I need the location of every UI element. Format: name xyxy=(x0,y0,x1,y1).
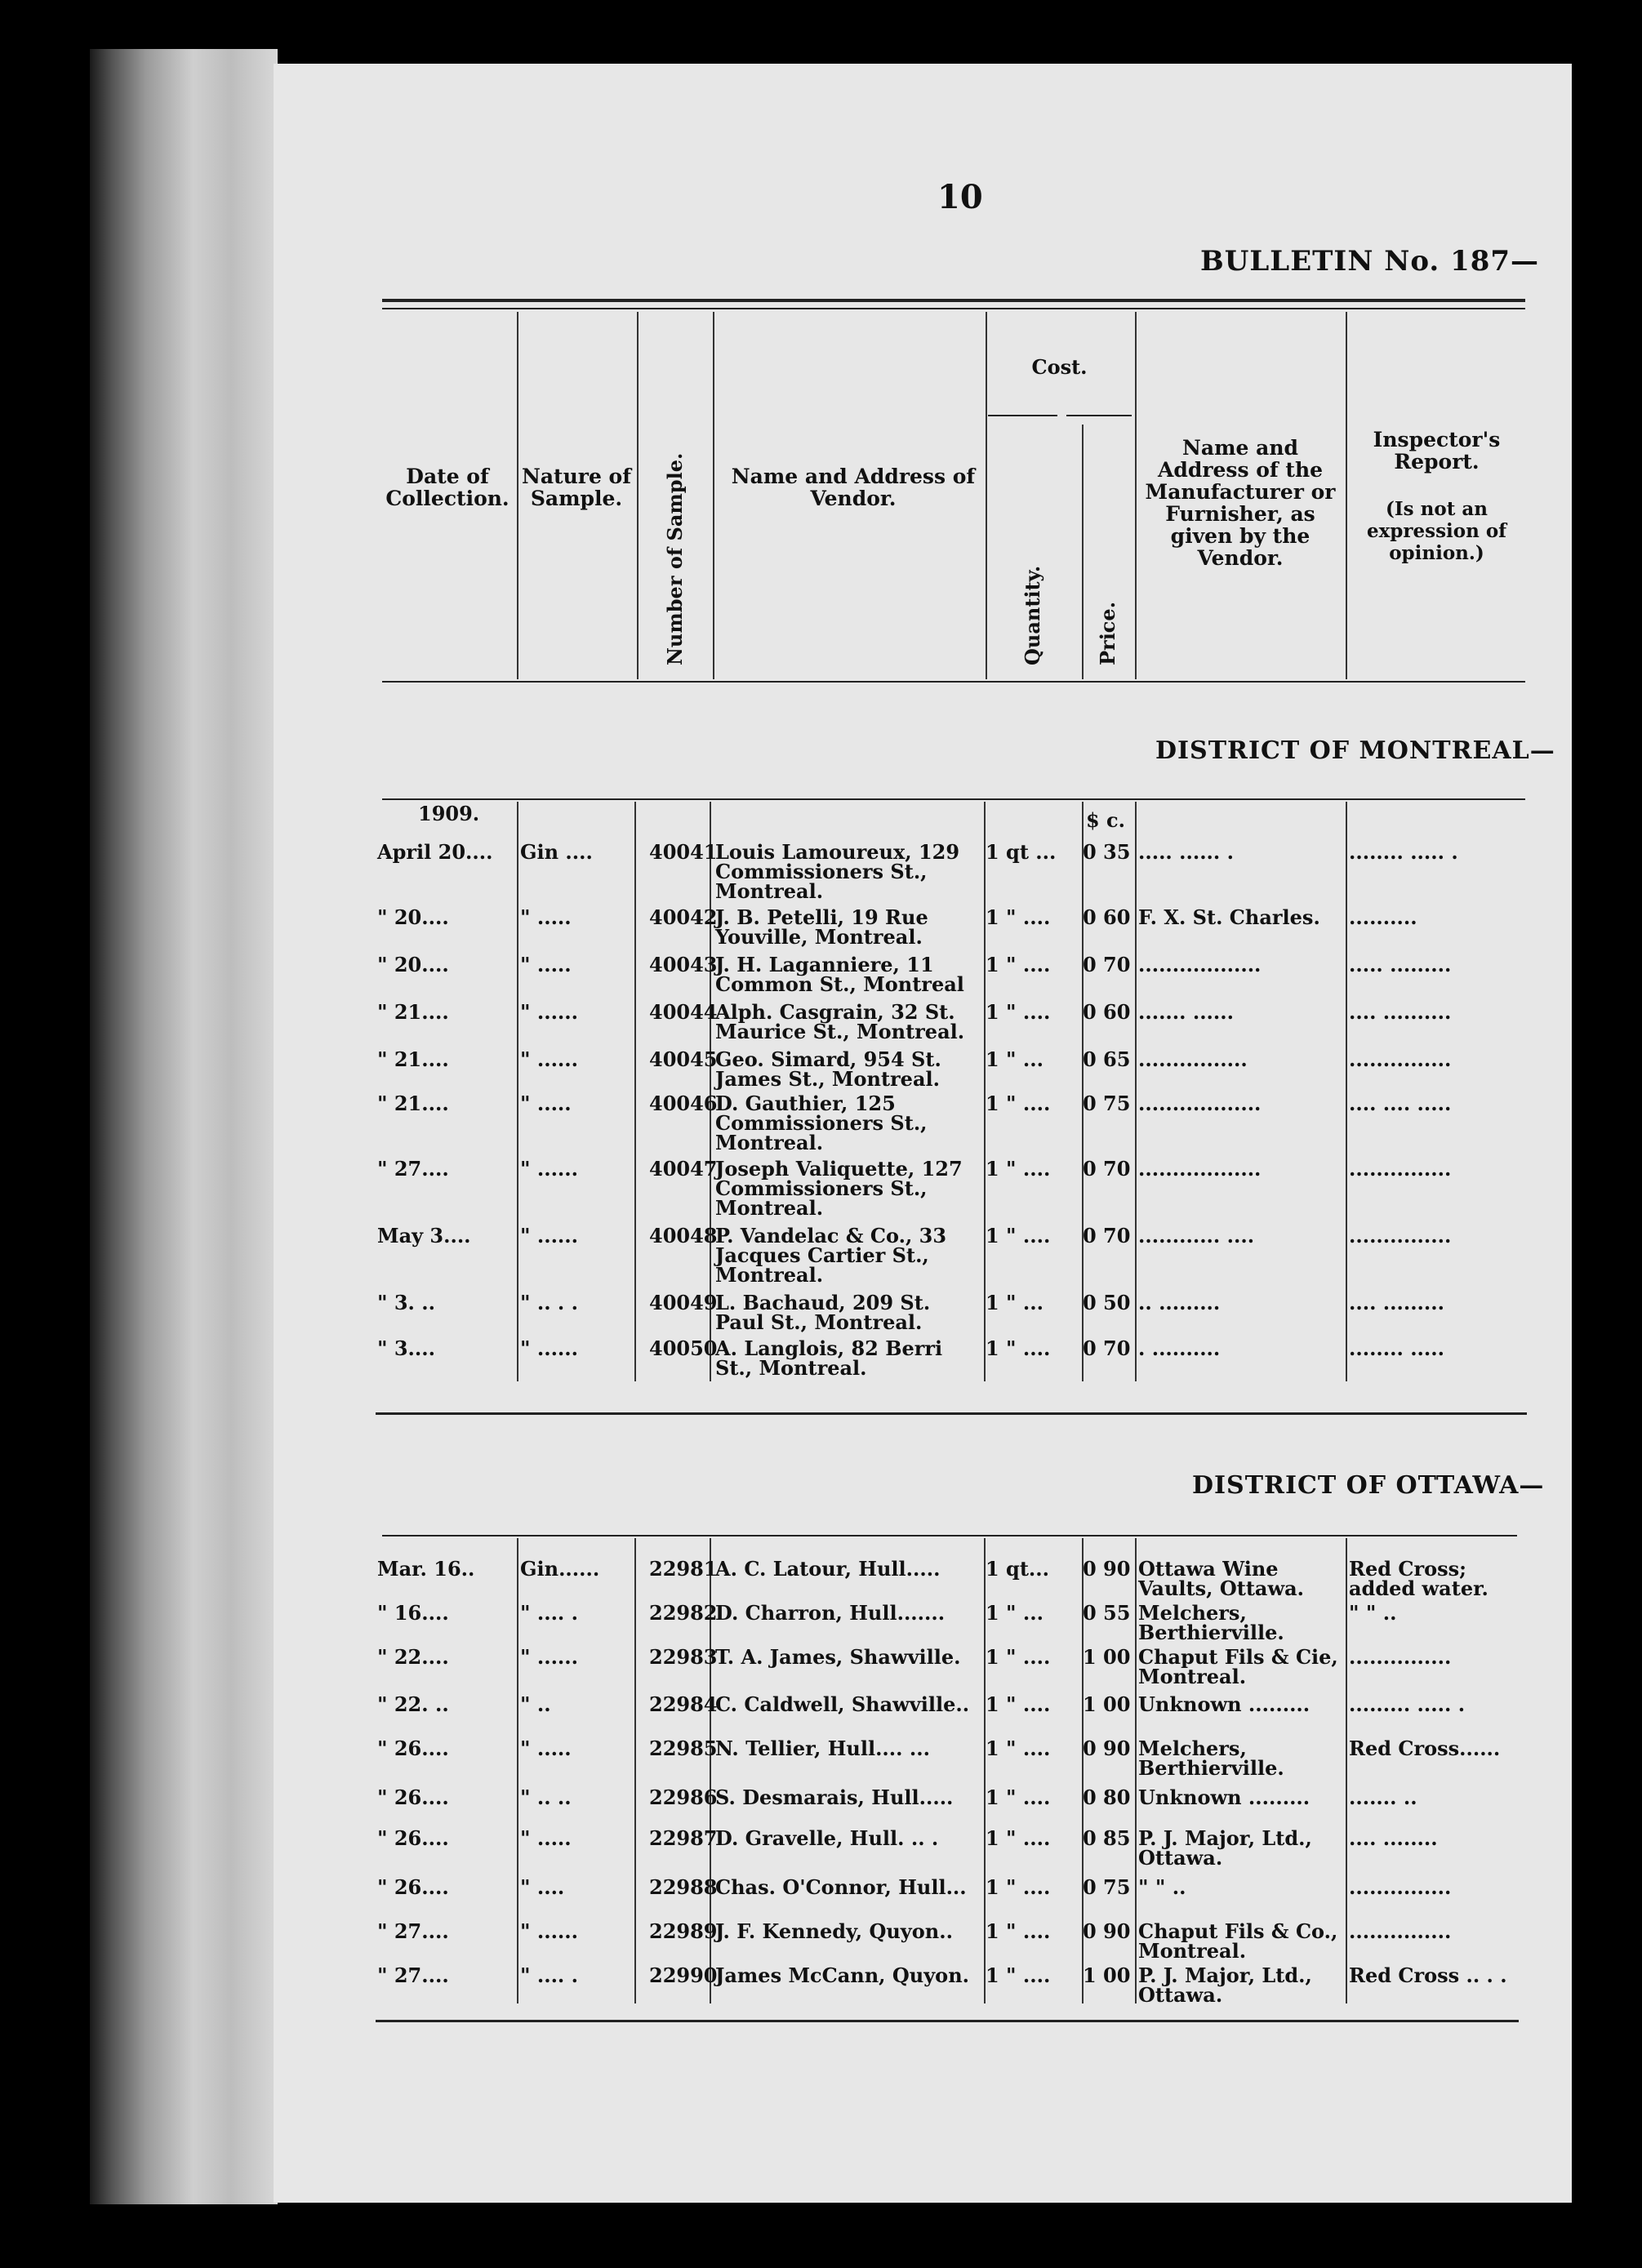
header-report-title: Inspector's Report. xyxy=(1373,428,1501,474)
cell-vendor: A. Langlois, 82 Berri St., Montreal. xyxy=(715,1336,943,1380)
cell-nature: " ...... xyxy=(520,1047,578,1071)
cell-date: " 27.... xyxy=(377,1157,449,1181)
book-binding-edge xyxy=(90,49,278,2204)
cell-price: 0 90 xyxy=(1083,1919,1131,1943)
cell-nature: " ...... xyxy=(520,1336,578,1360)
cell-vendor: Alph. Casgrain, 32 St. Maurice St., Montreal. xyxy=(715,1000,965,1043)
cell-number: 40042 xyxy=(649,905,718,929)
cell-qty: 1 " .... xyxy=(986,1692,1051,1716)
col-divider xyxy=(1082,425,1084,679)
montreal-title: DISTRICT OF MONTREAL— xyxy=(1155,736,1555,765)
cell-number: 22989 xyxy=(649,1919,718,1943)
col-divider xyxy=(986,312,987,679)
cell-mfr: ..... ...... . xyxy=(1138,840,1234,864)
cell-mfr: Chaput Fils & Cie, Montreal. xyxy=(1138,1645,1338,1688)
cell-date: April 20.... xyxy=(377,840,493,864)
cell-date: " 27.... xyxy=(377,1963,449,1987)
cell-report: .... .... ..... xyxy=(1349,1092,1452,1115)
cell-price: 0 60 xyxy=(1083,905,1131,929)
cell-number: 22981 xyxy=(649,1557,718,1581)
cell-nature: Gin .... xyxy=(520,840,593,864)
cell-vendor: T. A. James, Shawville. xyxy=(715,1645,961,1669)
cost-rule-right xyxy=(1066,415,1132,416)
cell-nature: " .... xyxy=(520,1875,565,1899)
running-head: BULLETIN No. 187— xyxy=(1200,245,1540,278)
cell-vendor: A. C. Latour, Hull..... xyxy=(715,1557,941,1581)
cell-qty: 1 " .... xyxy=(986,1826,1051,1850)
cell-nature: " .... . xyxy=(520,1601,578,1625)
cell-number: 40046 xyxy=(649,1092,718,1115)
cell-qty: 1 " ... xyxy=(986,1601,1043,1625)
cell-number: 22983 xyxy=(649,1645,718,1669)
cell-vendor: C. Caldwell, Shawville.. xyxy=(715,1692,970,1716)
cell-mfr: .. ......... xyxy=(1138,1291,1221,1314)
cell-report: ............... xyxy=(1349,1157,1452,1181)
cell-qty: 1 qt ... xyxy=(986,840,1057,864)
cell-vendor: Louis Lamoureux, 129 Commissioners St., Montreal. xyxy=(715,840,960,903)
cell-report: ............... xyxy=(1349,1919,1452,1943)
header-report-note: (Is not an expression of opinion.) xyxy=(1366,498,1507,564)
ottawa-title: DISTRICT OF OTTAWA— xyxy=(1192,1471,1545,1500)
cell-number: 22987 xyxy=(649,1826,718,1850)
cell-mfr: Unknown ......... xyxy=(1138,1692,1310,1716)
cell-qty: 1 " .... xyxy=(986,1000,1051,1024)
header-price: Price. xyxy=(1096,601,1119,665)
cell-price: 0 65 xyxy=(1083,1047,1131,1071)
cell-nature: " ...... xyxy=(520,1919,578,1943)
cell-qty: 1 " .... xyxy=(986,1645,1051,1669)
col-divider xyxy=(1135,312,1137,679)
ottawa-bottom-rule xyxy=(376,2020,1519,2022)
col-divider xyxy=(1135,802,1137,1381)
cell-qty: 1 " .... xyxy=(986,1336,1051,1360)
cell-report: .... ........ xyxy=(1349,1826,1438,1850)
cell-report: ......... ..... . xyxy=(1349,1692,1466,1716)
cell-qty: 1 " .... xyxy=(986,1919,1051,1943)
cell-nature: " ...... xyxy=(520,1645,578,1669)
cell-vendor: Joseph Valiquette, 127 Commissioners St., Montreal. xyxy=(715,1157,963,1220)
page-number: 10 xyxy=(937,178,983,216)
cell-mfr: ....... ...... xyxy=(1138,1000,1234,1024)
cell-price: 0 60 xyxy=(1083,1000,1131,1024)
cell-vendor: D. Gravelle, Hull. .. . xyxy=(715,1826,939,1850)
col-divider xyxy=(637,312,639,679)
cell-mfr: Melchers, Berthierville. xyxy=(1138,1601,1284,1644)
cell-report: ........ ..... . xyxy=(1349,840,1458,864)
cell-price: 0 70 xyxy=(1083,1336,1131,1360)
cell-price: 0 70 xyxy=(1083,1224,1131,1247)
cell-date: " 26.... xyxy=(377,1737,449,1760)
cell-date: " 3. .. xyxy=(377,1291,435,1314)
cell-nature: " ..... xyxy=(520,1092,572,1115)
cell-mfr: ................ xyxy=(1138,1047,1248,1071)
cell-nature: " .. xyxy=(520,1692,551,1716)
cell-mfr: Melchers, Berthierville. xyxy=(1138,1737,1284,1780)
cell-mfr: Chaput Fils & Co., Montreal. xyxy=(1138,1919,1338,1963)
cell-qty: 1 " .... xyxy=(986,1157,1051,1181)
cell-price: 0 75 xyxy=(1083,1092,1131,1115)
cell-mfr: " " .. xyxy=(1138,1875,1186,1899)
cell-number: 22986 xyxy=(649,1785,718,1809)
cell-number: 40049 xyxy=(649,1291,718,1314)
cell-qty: 1 " .... xyxy=(986,1092,1051,1115)
cell-number: 40041 xyxy=(649,840,718,864)
cell-qty: 1 " .... xyxy=(986,1875,1051,1899)
cell-report: .......... xyxy=(1349,905,1417,929)
col-divider xyxy=(1346,802,1347,1381)
header-nature: Nature of Sample. xyxy=(522,465,631,510)
cell-nature: " ..... xyxy=(520,953,572,976)
cell-mfr: P. J. Major, Ltd., Ottawa. xyxy=(1138,1826,1312,1870)
col-divider xyxy=(517,1538,518,2003)
cell-nature: " .. .. xyxy=(520,1785,572,1809)
col-divider xyxy=(634,1538,636,2003)
cell-qty: 1 " .... xyxy=(986,905,1051,929)
header-number: Number of Sample. xyxy=(663,452,687,665)
cell-price: 1 00 xyxy=(1083,1645,1131,1669)
cell-price: 0 50 xyxy=(1083,1291,1131,1314)
cell-vendor: J. F. Kennedy, Quyon.. xyxy=(715,1919,953,1943)
cell-price: 1 00 xyxy=(1083,1963,1131,1987)
cell-report: .... .......... xyxy=(1349,1000,1452,1024)
col-divider xyxy=(1346,312,1347,679)
cell-date: " 26.... xyxy=(377,1875,449,1899)
cell-number: 40047 xyxy=(649,1157,718,1181)
header-quantity: Quantity. xyxy=(1021,565,1044,665)
montreal-top-rule xyxy=(382,798,1525,800)
cell-qty: 1 qt... xyxy=(986,1557,1049,1581)
cell-mfr: Unknown ......... xyxy=(1138,1785,1310,1809)
col-divider xyxy=(517,312,518,679)
cell-vendor: D. Gauthier, 125 Commissioners St., Montreal. xyxy=(715,1092,928,1154)
col-divider xyxy=(713,312,714,679)
cell-price: 0 75 xyxy=(1083,1875,1131,1899)
cell-number: 40044 xyxy=(649,1000,718,1024)
cell-vendor: N. Tellier, Hull.... ... xyxy=(715,1737,930,1760)
cell-price: 0 90 xyxy=(1083,1737,1131,1760)
cell-qty: 1 " ... xyxy=(986,1047,1043,1071)
cell-vendor: Chas. O'Connor, Hull... xyxy=(715,1875,967,1899)
cell-number: 40045 xyxy=(649,1047,718,1071)
header-bottom-rule xyxy=(382,681,1525,683)
cell-mfr: .................. xyxy=(1138,1157,1262,1181)
cell-mfr: .................. xyxy=(1138,1092,1262,1115)
cell-nature: " ..... xyxy=(520,905,572,929)
cell-report: Red Cross...... xyxy=(1349,1737,1501,1760)
cell-report: ........ ..... xyxy=(1349,1336,1444,1360)
cell-price: 0 70 xyxy=(1083,1157,1131,1181)
cell-number: 40048 xyxy=(649,1224,718,1247)
header-vendor: Name and Address of Vendor. xyxy=(731,465,976,510)
cell-report: " " .. xyxy=(1349,1601,1397,1625)
cell-qty: 1 " .... xyxy=(986,1963,1051,1987)
cell-qty: 1 " .... xyxy=(986,1224,1051,1247)
cell-mfr: Ottawa Wine Vaults, Ottawa. xyxy=(1138,1557,1305,1600)
cell-price: 0 55 xyxy=(1083,1601,1131,1625)
cell-mfr: F. X. St. Charles. xyxy=(1138,905,1320,929)
cell-qty: 1 " .... xyxy=(986,1785,1051,1809)
cell-report: Red Cross .. . . xyxy=(1349,1963,1507,1987)
cell-date: " 27.... xyxy=(377,1919,449,1943)
cell-date: " 20.... xyxy=(377,905,449,929)
cell-nature: " ..... xyxy=(520,1826,572,1850)
cell-vendor: James McCann, Quyon. xyxy=(715,1963,969,1987)
montreal-currency: $ c. xyxy=(1086,808,1126,832)
cost-rule-left xyxy=(988,415,1057,416)
cell-nature: " ..... xyxy=(520,1737,572,1760)
cell-qty: 1 " .... xyxy=(986,953,1051,976)
cell-nature: " ...... xyxy=(520,1000,578,1024)
col-divider xyxy=(1135,1538,1137,2003)
cell-vendor: Geo. Simard, 954 St. James St., Montreal. xyxy=(715,1047,941,1091)
cell-report: ....... .. xyxy=(1349,1785,1417,1809)
col-divider xyxy=(634,802,636,1381)
cell-nature: " ...... xyxy=(520,1224,578,1247)
cell-vendor: L. Bachaud, 209 St. Paul St., Montreal. xyxy=(715,1291,931,1334)
col-divider xyxy=(1346,1538,1347,2003)
cell-vendor: D. Charron, Hull....... xyxy=(715,1601,946,1625)
header-top-rule-2 xyxy=(382,308,1525,309)
cell-qty: 1 " ... xyxy=(986,1291,1043,1314)
header-date: Date of Collection. xyxy=(385,465,510,510)
ottawa-top-rule xyxy=(382,1535,1517,1536)
cell-vendor: J. B. Petelli, 19 Rue Youville, Montreal. xyxy=(715,905,928,949)
cell-report: ............... xyxy=(1349,1047,1452,1071)
cell-report: ..... ......... xyxy=(1349,953,1452,976)
cell-date: " 26.... xyxy=(377,1826,449,1850)
cell-price: 0 90 xyxy=(1083,1557,1131,1581)
cell-vendor: S. Desmarais, Hull..... xyxy=(715,1785,954,1809)
cell-date: " 3.... xyxy=(377,1336,435,1360)
cell-mfr: ............ .... xyxy=(1138,1224,1255,1247)
cell-mfr: . .......... xyxy=(1138,1336,1221,1360)
header-top-rule xyxy=(382,299,1525,302)
cell-date: " 21.... xyxy=(377,1047,449,1071)
montreal-year: 1909. xyxy=(418,802,480,825)
cell-report: ............... xyxy=(1349,1224,1452,1247)
cell-price: 0 35 xyxy=(1083,840,1131,864)
cell-mfr: P. J. Major, Ltd., Ottawa. xyxy=(1138,1963,1312,2007)
cell-report: ............... xyxy=(1349,1645,1452,1669)
cell-nature: " .. . . xyxy=(520,1291,578,1314)
cell-date: " 21.... xyxy=(377,1092,449,1115)
cell-nature: " ...... xyxy=(520,1157,578,1181)
cell-price: 1 00 xyxy=(1083,1692,1131,1716)
cell-nature: " .... . xyxy=(520,1963,578,1987)
col-divider xyxy=(517,802,518,1381)
cell-number: 22982 xyxy=(649,1601,718,1625)
cell-vendor: P. Vandelac & Co., 33 Jacques Cartier St., Montreal. xyxy=(715,1224,947,1287)
cell-date: " 20.... xyxy=(377,953,449,976)
cell-qty: 1 " .... xyxy=(986,1737,1051,1760)
cell-number: 22988 xyxy=(649,1875,718,1899)
cell-number: 22984 xyxy=(649,1692,718,1716)
cell-price: 0 85 xyxy=(1083,1826,1131,1850)
cell-report: Red Cross; added water. xyxy=(1349,1557,1488,1600)
cell-date: Mar. 16.. xyxy=(377,1557,475,1581)
cell-price: 0 80 xyxy=(1083,1785,1131,1809)
cell-date: May 3.... xyxy=(377,1224,471,1247)
cell-date: " 21.... xyxy=(377,1000,449,1024)
header-manufacturer: Name and Address of the Manufacturer or Furnisher, as given by the Vendor. xyxy=(1145,436,1336,570)
cell-number: 22985 xyxy=(649,1737,718,1760)
cell-report: .... ......... xyxy=(1349,1291,1444,1314)
cell-vendor: J. H. Laganniere, 11 Common St., Montreal xyxy=(715,953,964,996)
cell-nature: Gin...... xyxy=(520,1557,600,1581)
header-cost: Cost. xyxy=(1031,355,1088,379)
cell-date: " 22. .. xyxy=(377,1692,449,1716)
cell-number: 40043 xyxy=(649,953,718,976)
cell-number: 40050 xyxy=(649,1336,718,1360)
cell-number: 22990 xyxy=(649,1963,718,1987)
cell-date: " 26.... xyxy=(377,1785,449,1809)
montreal-bottom-rule xyxy=(376,1412,1527,1415)
cell-date: " 22.... xyxy=(377,1645,449,1669)
cell-mfr: .................. xyxy=(1138,953,1262,976)
cell-report: ............... xyxy=(1349,1875,1452,1899)
cell-date: " 16.... xyxy=(377,1601,449,1625)
cell-price: 0 70 xyxy=(1083,953,1131,976)
